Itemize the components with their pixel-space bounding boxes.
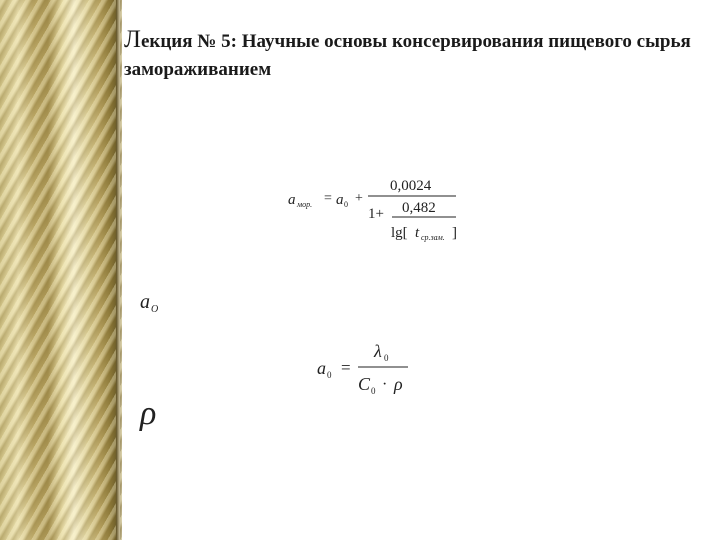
f2-den-c: C <box>358 374 371 394</box>
f1-close: ] <box>452 225 457 241</box>
f1-inner-num: 0,482 <box>402 200 436 216</box>
f1-num: 0,0024 <box>390 178 432 194</box>
f2-lhs: a <box>317 358 326 378</box>
rho-glyph: ρ <box>140 396 157 432</box>
formula-a-mor <box>280 170 480 245</box>
formula-a0 <box>312 338 422 398</box>
decorative-gold-border <box>0 0 122 540</box>
a0-sub: O <box>151 304 159 315</box>
f1-eq: = <box>324 191 332 206</box>
f1-a0-sub: 0 <box>344 200 348 209</box>
f1-one-plus: 1+ <box>368 206 384 222</box>
f2-num: λ <box>374 341 382 361</box>
f2-eq: = <box>341 358 351 377</box>
f2-lhs-sub: 0 <box>327 370 332 380</box>
title-first-letter: Л <box>124 26 141 53</box>
f1-t: t <box>415 225 420 241</box>
f2-num-sub: 0 <box>384 353 389 363</box>
slide-title <box>124 26 704 84</box>
f2-dot: · <box>382 376 388 393</box>
a0-main: a <box>140 291 150 313</box>
f1-lhs: a <box>288 192 296 208</box>
f1-lhs-sub: мор. <box>297 200 313 209</box>
symbol-a0 <box>138 288 178 318</box>
f1-a0: a <box>336 192 344 208</box>
f1-plus: + <box>355 191 363 206</box>
f1-t-sub: ср.зам. <box>421 233 445 242</box>
title-text: екция № 5: Научные основы консервирования пищевого сырья замораживанием <box>124 31 691 80</box>
f2-den-c-sub: 0 <box>371 386 376 396</box>
f2-rho: ρ <box>394 374 403 394</box>
f1-lg: lg[ <box>391 225 408 241</box>
symbol-rho <box>138 396 178 436</box>
border-edge <box>116 0 120 540</box>
